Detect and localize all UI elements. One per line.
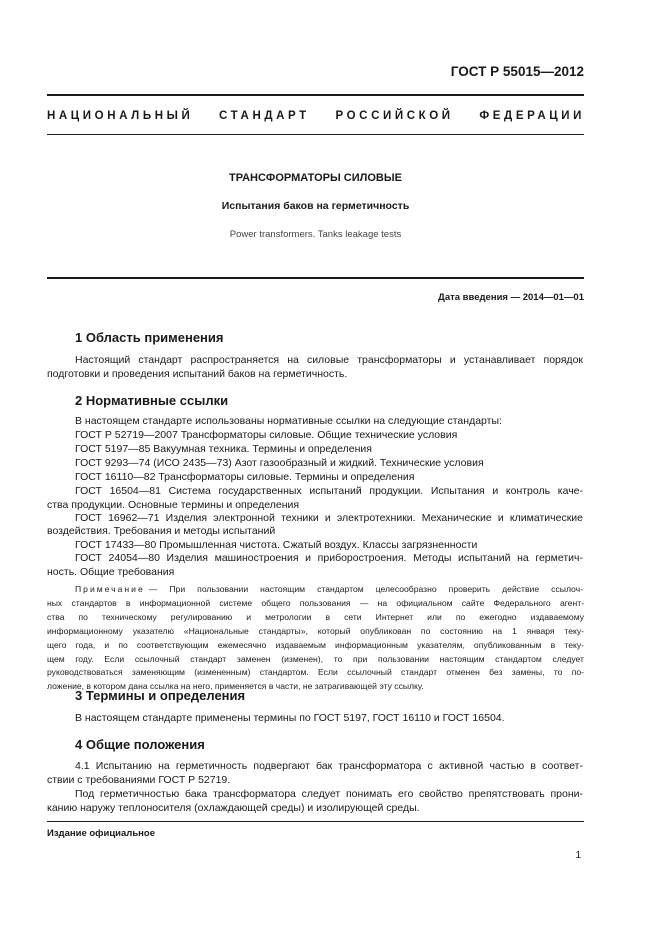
header-rule-thin: [47, 134, 584, 135]
section-2-heading: 2 Нормативные ссылки: [75, 393, 229, 408]
title-rule: [47, 277, 584, 279]
document-subtitle: Испытания баков на герметичность: [221, 200, 410, 212]
note-line: ных стандартов в информационной системе общего пользования — на официальном сайте Федерального агент-: [47, 598, 584, 608]
note-line: [75, 583, 583, 597]
section-4-paragraph-line: Под герметичностью бака трансформатора следует понимать его свойство препятствовать прони-: [75, 788, 583, 800]
section-4-heading: 4 Общие положения: [75, 737, 205, 752]
note-line: руководствоваться заменяющим (измененным) стандартом. Если ссылочный стандарт отменен без замены, то по-: [47, 667, 584, 677]
reference-item: ГОСТ 16962—71 Изделия электронной техники и электротехники. Механические и климатические: [75, 512, 583, 524]
reference-item: ГОСТ 17433—80 Промышленная чистота. Сжатый воздух. Классы загрязненности: [75, 539, 478, 551]
section-3-text: В настоящем стандарте применены термины по ГОСТ 5197, ГОСТ 16110 и ГОСТ 16504.: [75, 712, 505, 724]
note-line: щем году. Если ссылочный стандарт заменен (изменен), то при пользовании настоящим стандартом следует: [47, 654, 584, 664]
note-line: ства по техническому регулированию и метрологии в сети Интернет или по ежегодно издаваемому: [47, 612, 584, 622]
reference-item-continuation: ность. Общие требования: [47, 566, 175, 578]
note-line: информационному указателю «Национальные стандарты», который опубликован по состоянию на 1 января теку-: [47, 626, 584, 636]
footer-rule: [47, 821, 584, 822]
reference-item-continuation: воздействия. Требования и методы испытаний: [47, 525, 276, 537]
section-4-paragraph-line: канию наружу теплоносителя (охлаждающей среды) и изолирующей среды.: [47, 802, 420, 814]
national-standard-title: НАЦИОНАЛЬНЫЙ СТАНДАРТ РОССИЙСКОЙ ФЕДЕРАЦИИ: [47, 110, 585, 122]
document-title: ТРАНСФОРМАТОРЫ СИЛОВЫЕ: [229, 172, 402, 184]
page-number: 1: [575, 850, 581, 861]
english-title: Power transformers. Tanks leakage tests: [229, 229, 402, 240]
gost-code: ГОСТ Р 55015—2012: [450, 64, 584, 79]
section-3-heading: 3 Термины и определения: [75, 688, 246, 703]
introduction-date: Дата введения — 2014—01—01: [438, 292, 584, 303]
reference-item: ГОСТ 16110—82 Трансформаторы силовые. Термины и определения: [75, 471, 415, 483]
note-line: щего года, и по соответствующим ежемесячно издаваемым информационным указателям, опубликованным в теку-: [47, 640, 584, 650]
section-2-intro: В настоящем стандарте использованы нормативные ссылки на следующие стандарты:: [75, 415, 502, 427]
reference-item: ГОСТ Р 52719—2007 Трансформаторы силовые. Общие технические условия: [75, 429, 458, 441]
note-heading: Примечание: [75, 584, 145, 594]
section-1-text-line: подготовки и проведения испытаний баков на герметичность.: [47, 368, 348, 380]
section-4-paragraph-line: ствии с требованиями ГОСТ Р 52719.: [47, 774, 231, 786]
section-4-paragraph-line: 4.1 Испытанию на герметичность подвергают бак трансформатора с активной частью в соответ-: [75, 760, 583, 772]
note-line: ложение, в котором дана ссылка на него, применяется в части, не затрагивающей эту ссылку.: [47, 681, 424, 691]
edition-label: Издание официальное: [47, 828, 155, 839]
reference-item: ГОСТ 24054—80 Изделия машиностроения и приборостроения. Методы испытаний на герметич-: [75, 552, 583, 564]
reference-item: ГОСТ 16504—81 Система государственных испытаний продукции. Испытания и контроль каче-: [75, 485, 583, 497]
reference-item: ГОСТ 9293—74 (ИСО 2435—73) Азот газообразный и жидкий. Технические условия: [75, 457, 484, 469]
header-rule: [47, 94, 584, 96]
section-1-text-line: Настоящий стандарт распространяется на силовые трансформаторы и устанавливает порядок: [75, 354, 583, 366]
reference-item-continuation: ства продукции. Основные термины и определения: [47, 499, 300, 511]
reference-item: ГОСТ 5197—85 Вакуумная техника. Термины и определения: [75, 443, 372, 455]
section-1-heading: 1 Область применения: [75, 330, 224, 345]
note-text: — При пользовании настоящим стандартом целесообразно проверить действие ссылоч-: [148, 584, 583, 594]
